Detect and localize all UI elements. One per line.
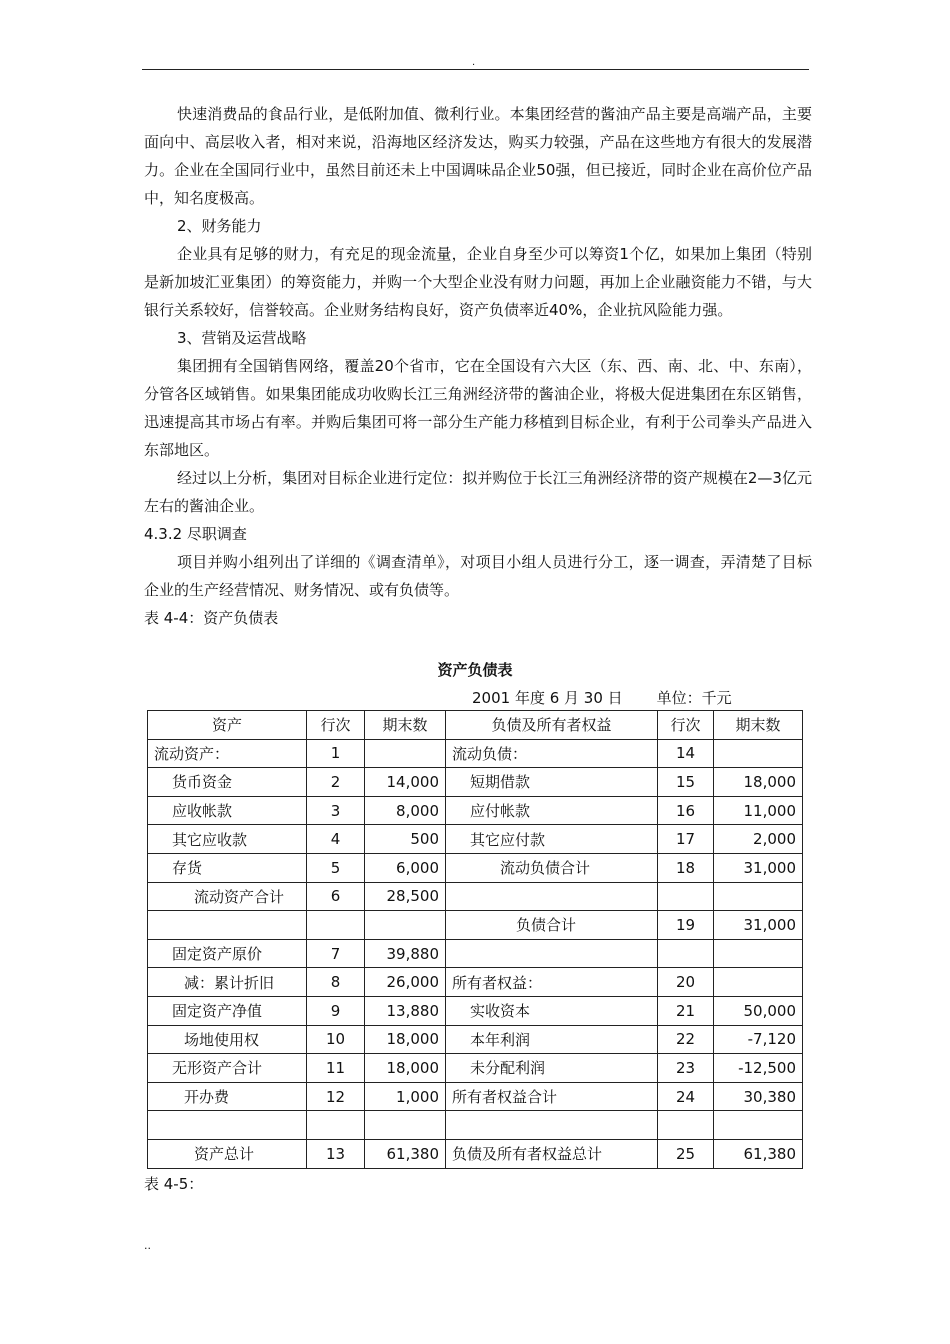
cell-line-no: 20 <box>658 968 714 997</box>
cell-line-no: 10 <box>307 1025 365 1054</box>
cell-liability-name: 应付帐款 <box>446 796 658 825</box>
header-line-no: 行次 <box>307 711 365 740</box>
cell-asset-name: 流动资产合计 <box>148 882 307 911</box>
next-table-caption: 表 4-5： <box>144 1175 204 1193</box>
cell-liability-name: 其它应付款 <box>446 825 658 854</box>
table-caption: 表 4-4：资产负债表 <box>144 609 279 627</box>
table-row <box>148 1054 803 1083</box>
cell-amount: 6,000 <box>365 853 446 882</box>
cell-line-no: 3 <box>307 796 365 825</box>
cell-amount: 500 <box>365 825 446 854</box>
heading-marketing-strategy: 3、营销及运营战略 <box>177 329 307 347</box>
cell-amount: 13,880 <box>365 996 446 1025</box>
table-row <box>148 968 803 997</box>
cell-amount <box>714 1111 803 1140</box>
header-mark: . <box>472 57 476 68</box>
cell-line-no <box>307 911 365 940</box>
cell-line-no: 19 <box>658 911 714 940</box>
cell-amount: 30,380 <box>714 1082 803 1111</box>
cell-liability-name: 本年利润 <box>446 1025 658 1054</box>
cell-amount: 31,000 <box>714 911 803 940</box>
cell-liability-name: 所有者权益合计 <box>446 1082 658 1111</box>
cell-amount: -12,500 <box>714 1054 803 1083</box>
cell-amount: 28,500 <box>365 882 446 911</box>
header-rule <box>142 69 809 70</box>
cell-amount <box>365 1111 446 1140</box>
cell-amount: 18,000 <box>365 1025 446 1054</box>
cell-amount <box>714 939 803 968</box>
cell-amount: 11,000 <box>714 796 803 825</box>
cell-asset-name: 固定资产净值 <box>148 996 307 1025</box>
cell-liability-name: 负债合计 <box>446 911 658 940</box>
header-assets: 资产 <box>148 711 307 740</box>
cell-amount <box>714 968 803 997</box>
cell-amount <box>365 739 446 768</box>
cell-liability-name <box>446 1111 658 1140</box>
table-row <box>148 882 803 911</box>
cell-line-no <box>658 939 714 968</box>
cell-line-no: 24 <box>658 1082 714 1111</box>
cell-liability-name: 短期借款 <box>446 768 658 797</box>
table-row <box>148 911 803 940</box>
cell-asset-name: 资产总计 <box>148 1139 307 1168</box>
cell-line-no: 8 <box>307 968 365 997</box>
table-row <box>148 796 803 825</box>
cell-amount: -7,120 <box>714 1025 803 1054</box>
cell-asset-name: 流动资产： <box>148 739 307 768</box>
balance-sheet-table <box>147 710 803 1169</box>
table-row <box>148 996 803 1025</box>
cell-line-no <box>658 882 714 911</box>
paragraph-market: 快速消费品的食品行业，是低附加值、微利行业。本集团经营的酱油产品主要是高端产品，主要面向中、高层收入者，相对来说，沿海地区经济发达，购买力较强，产品在这些地方有很大的发展潜力。企业在全国同行业中，虽然目前还未上中国调味品企业50强，但已接近，同时企业在高价位产品中，知名度极高。 <box>144 105 812 207</box>
cell-amount: 1,000 <box>365 1082 446 1111</box>
cell-amount: 26,000 <box>365 968 446 997</box>
header-period-end-2: 期末数 <box>714 711 803 740</box>
cell-asset-name: 应收帐款 <box>148 796 307 825</box>
cell-line-no: 12 <box>307 1082 365 1111</box>
footer-mark: .. <box>144 1239 151 1252</box>
table-row <box>148 1025 803 1054</box>
cell-asset-name: 场地使用权 <box>148 1025 307 1054</box>
cell-line-no: 17 <box>658 825 714 854</box>
cell-line-no: 7 <box>307 939 365 968</box>
cell-line-no: 6 <box>307 882 365 911</box>
table-row <box>148 739 803 768</box>
cell-line-no: 1 <box>307 739 365 768</box>
cell-liability-name: 未分配利润 <box>446 1054 658 1083</box>
cell-amount: 18,000 <box>714 768 803 797</box>
cell-amount: 50,000 <box>714 996 803 1025</box>
cell-liability-name: 流动负债： <box>446 739 658 768</box>
cell-amount <box>714 882 803 911</box>
body-text <box>144 100 812 632</box>
cell-amount: 39,880 <box>365 939 446 968</box>
table-title: 资产负债表 <box>437 661 513 679</box>
header-liabilities-equity: 负债及所有者权益 <box>446 711 658 740</box>
table-row <box>148 1082 803 1111</box>
header-period-end: 期末数 <box>365 711 446 740</box>
cell-amount <box>714 739 803 768</box>
table-row <box>148 1139 803 1168</box>
table-unit: 单位：千元 <box>656 689 732 707</box>
cell-line-no: 15 <box>658 768 714 797</box>
table-row <box>148 1111 803 1140</box>
table-row <box>148 939 803 968</box>
cell-line-no: 4 <box>307 825 365 854</box>
cell-line-no: 2 <box>307 768 365 797</box>
heading-due-diligence: 4.3.2 尽职调查 <box>144 525 247 543</box>
cell-liability-name: 流动负债合计 <box>446 853 658 882</box>
cell-line-no <box>307 1111 365 1140</box>
cell-asset-name: 存货 <box>148 853 307 882</box>
cell-line-no: 9 <box>307 996 365 1025</box>
paragraph-marketing: 集团拥有全国销售网络，覆盖20个省市，它在全国设有六大区（东、西、南、北、中、东南），分管各区域销售。如果集团能成功收购长江三角洲经济带的酱油企业，将极大促进集团在东区销售，迅速提高其市场占有率。并购后集团可将一部分生产能力移植到目标企业，有利于公司拳头产品进入东部地区。 <box>144 357 812 459</box>
cell-amount: 61,380 <box>365 1139 446 1168</box>
cell-line-no: 21 <box>658 996 714 1025</box>
cell-line-no: 22 <box>658 1025 714 1054</box>
cell-line-no <box>658 1111 714 1140</box>
table-row <box>148 825 803 854</box>
header-line-no-2: 行次 <box>658 711 714 740</box>
paragraph-financial: 企业具有足够的财力，有充足的现金流量，企业自身至少可以筹资1个亿，如果加上集团（特别是新加坡汇亚集团）的筹资能力，并购一个大型企业没有财力问题，再加上企业融资能力不错，与大银行关系较好，信誉较高。企业财务结构良好，资产负债率近40%，企业抗风险能力强。 <box>144 245 812 319</box>
table-date: 2001 年度 6 月 30 日 <box>472 689 623 707</box>
cell-liability-name: 所有者权益： <box>446 968 658 997</box>
cell-amount <box>365 911 446 940</box>
cell-line-no: 23 <box>658 1054 714 1083</box>
cell-line-no: 11 <box>307 1054 365 1083</box>
cell-asset-name: 货币资金 <box>148 768 307 797</box>
cell-liability-name: 负债及所有者权益总计 <box>446 1139 658 1168</box>
cell-line-no: 18 <box>658 853 714 882</box>
cell-liability-name: 实收资本 <box>446 996 658 1025</box>
cell-amount: 18,000 <box>365 1054 446 1083</box>
heading-financial-capability: 2、财务能力 <box>177 217 262 235</box>
cell-asset-name: 无形资产合计 <box>148 1054 307 1083</box>
cell-amount: 8,000 <box>365 796 446 825</box>
cell-liability-name <box>446 882 658 911</box>
cell-line-no: 25 <box>658 1139 714 1168</box>
cell-asset-name: 减：累计折旧 <box>148 968 307 997</box>
paragraph-due-diligence: 项目并购小组列出了详细的《调查清单》，对项目小组人员进行分工，逐一调查，弄清楚了目标企业的生产经营情况、财务情况、或有负债等。 <box>144 553 812 599</box>
cell-amount: 14,000 <box>365 768 446 797</box>
cell-liability-name <box>446 939 658 968</box>
cell-asset-name: 其它应收款 <box>148 825 307 854</box>
cell-amount: 31,000 <box>714 853 803 882</box>
cell-amount: 61,380 <box>714 1139 803 1168</box>
cell-asset-name <box>148 1111 307 1140</box>
cell-line-no: 14 <box>658 739 714 768</box>
paragraph-positioning: 经过以上分析，集团对目标企业进行定位：拟并购位于长江三角洲经济带的资产规模在2—3亿元左右的酱油企业。 <box>144 469 812 515</box>
table-header-row <box>148 711 803 740</box>
table-row <box>148 853 803 882</box>
cell-line-no: 16 <box>658 796 714 825</box>
cell-line-no: 5 <box>307 853 365 882</box>
table-date-line <box>472 688 732 708</box>
cell-asset-name: 开办费 <box>148 1082 307 1111</box>
cell-asset-name <box>148 911 307 940</box>
table-row <box>148 768 803 797</box>
cell-amount: 2,000 <box>714 825 803 854</box>
cell-line-no: 13 <box>307 1139 365 1168</box>
cell-asset-name: 固定资产原价 <box>148 939 307 968</box>
